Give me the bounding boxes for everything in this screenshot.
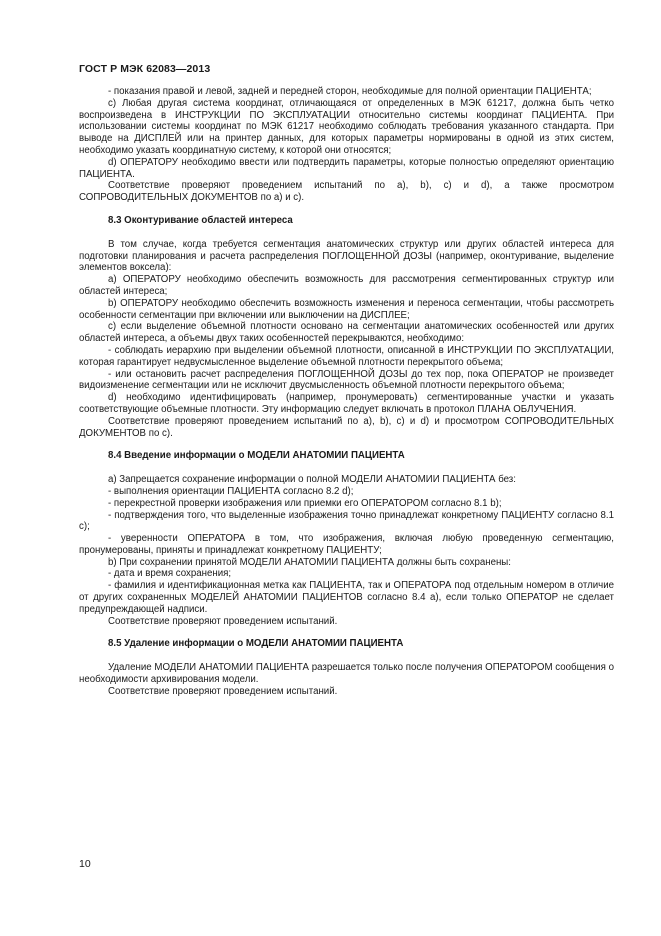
paragraph: c) Любая другая система координат, отличающаяся от определенных в МЭК 61217, должна быть четко воспроизведена в ИНСТРУКЦИИ ПО ЭКСПЛУАТАЦИИ относительно системы координат ПАЦИЕНТА. При использовании системы координат по МЭК 61217 необходимо соблюдать требования указанного стандарта. При выводе на ДИСПЛЕЙ или на принтер данных, для которых параметры нормированы в одной из этих систем, необходимо указать координатную систему, к которой они относятся; [79, 97, 614, 156]
paragraph: Удаление МОДЕЛИ АНАТОМИИ ПАЦИЕНТА разрешается только после получения ОПЕРАТОРОМ сообщения о необходимости архивирования модели. [79, 662, 614, 686]
document-body [79, 86, 614, 698]
paragraph: d) ОПЕРАТОРУ необходимо ввести или подтвердить параметры, которые полностью определяют ориентацию ПАЦИЕНТА. [79, 156, 614, 180]
paragraph: c) если выделение объемной плотности основано на сегментации анатомических особенностей или других областей интереса, а объемы двух таких особенностей перекрываются, необходимо: [79, 321, 614, 345]
paragraph: a) Запрещается сохранение информации о полной МОДЕЛИ АНАТОМИИ ПАЦИЕНТА без: [108, 474, 516, 486]
section-heading-8-4: 8.4 Введение информации о МОДЕЛИ АНАТОМИИ ПАЦИЕНТА [108, 450, 405, 462]
paragraph: b) ОПЕРАТОРУ необходимо обеспечить возможность изменения и переноса сегментации, чтобы рассмотреть особенности сегментации при включении или выключении на ДИСПЛЕЕ; [79, 297, 614, 321]
paragraph: - перекрестной проверки изображения или приемки его ОПЕРАТОРОМ согласно 8.1 b); [108, 497, 502, 509]
paragraph: - дата и время сохранения; [108, 568, 232, 580]
paragraph: Соответствие проверяют проведением испытаний по a), b), c) и d), а также просмотром СОПРОВОДИТЕЛЬНЫХ ДОКУМЕНТОВ по a) и c). [79, 180, 614, 204]
paragraph: - подтверждения того, что выделенные изображения точно принадлежат конкретному ПАЦИЕНТУ согласно 8.1 c); [79, 509, 614, 533]
paragraph: Соответствие проверяют проведением испытаний. [108, 615, 338, 627]
paragraph: b) При сохранении принятой МОДЕЛИ АНАТОМИИ ПАЦИЕНТА должны быть сохранены: [108, 556, 511, 568]
paragraph: d) необходимо идентифицировать (например, пронумеровать) сегментированные участки и указать соответствующие объемные плотности. Эту информацию следует включать в протокол ПЛАНА ОБЛУЧЕНИЯ. [79, 392, 614, 415]
paragraph: - уверенности ОПЕРАТОРА в том, что изображения, включая любую проведенную сегментацию, пронумерованы, приняты и принадлежат конкретному ПАЦИЕНТУ; [79, 533, 614, 556]
paragraph: Соответствие проверяют проведением испытаний. [108, 685, 338, 697]
paragraph: - фамилия и идентификационная метка как ПАЦИЕНТА, так и ОПЕРАТОРА под отдельным номером в отличие от других сохраненных МОДЕЛЕЙ АНАТОМИИ ПАЦИЕНТОВ согласно 8.4 a), если только ОПЕРАТОР не сделает предупреждающей надписи. [79, 580, 614, 615]
standard-title: ГОСТ Р МЭК 62083—2013 [79, 63, 211, 75]
section-heading-8-5: 8.5 Удаление информации о МОДЕЛИ АНАТОМИИ ПАЦИЕНТА [108, 638, 404, 650]
paragraph: - или остановить расчет распределения ПОГЛОЩЕННОЙ ДОЗЫ до тех пор, пока ОПЕРАТОР не произведет видоизменение сегментации или не исключит двусмысленность объемной плотности перекрытого объема; [79, 368, 614, 392]
page-number: 10 [79, 858, 91, 870]
paragraph: - выполнения ориентации ПАЦИЕНТА согласно 8.2 d); [108, 485, 354, 497]
paragraph: a) ОПЕРАТОРУ необходимо обеспечить возможность для рассмотрения сегментированных структур или областей интереса; [79, 274, 614, 297]
paragraph: В том случае, когда требуется сегментация анатомических структур или других областей интереса для подготовки планирования и расчета распределения ПОГЛОЩЕННОЙ ДОЗЫ (например, оконтуривание, выделение элементов воксела): [79, 238, 614, 274]
paragraph: - показания правой и левой, задней и передней сторон, необходимые для полной ориентации ПАЦИЕНТА; [108, 86, 592, 97]
paragraph: Соответствие проверяют проведением испытаний по a), b), c) и d) и просмотром СОПРОВОДИТЕЛЬНЫХ ДОКУМЕНТОВ по c). [79, 415, 614, 439]
section-heading-8-3: 8.3 Оконтуривание областей интереса [108, 214, 293, 226]
paragraph: - соблюдать иерархию при выделении объемной плотности, описанной в ИНСТРУКЦИИ ПО ЭКСПЛУАТАЦИИ, которая гарантирует недвусмысленное выделение объемной плотности перекрытого объема; [79, 344, 614, 368]
